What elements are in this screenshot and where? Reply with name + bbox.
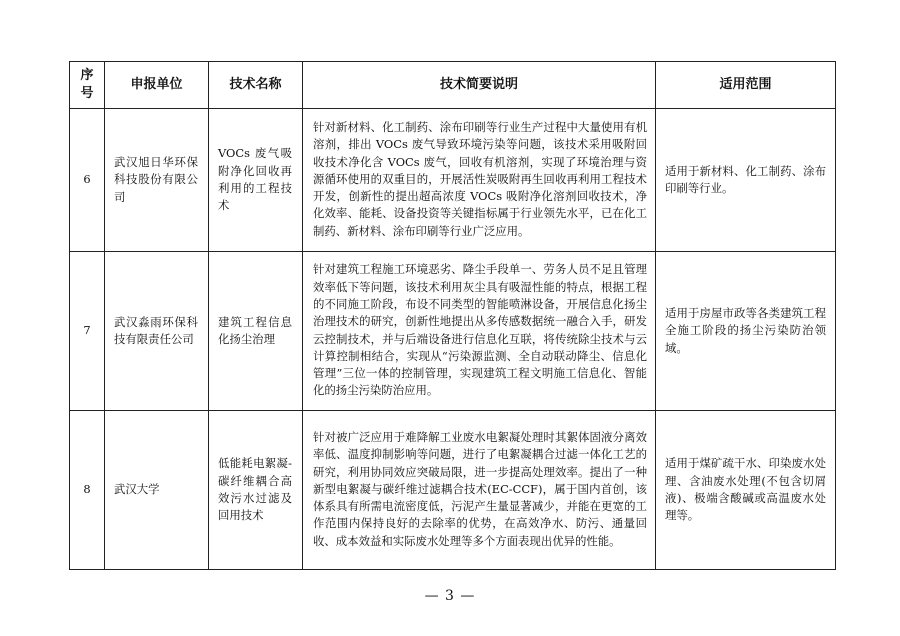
- cell-seq: 7: [70, 252, 105, 411]
- header-name: 技术名称: [209, 62, 303, 109]
- cell-scope: 适用于房屋市政等各类建筑工程全施工阶段的扬尘污染防治领域。: [656, 252, 836, 411]
- cell-unit: 武汉旭日华环保科技股份有限公司: [105, 109, 209, 252]
- cell-tech-name: 低能耗电絮凝-碳纤维耦合高效污水过滤及回用技术: [209, 411, 303, 570]
- header-row: [70, 62, 836, 109]
- table-body: [70, 109, 836, 570]
- page-number: — 3 —: [424, 588, 476, 604]
- technology-table: [69, 61, 836, 570]
- header-desc: 技术简要说明: [303, 62, 656, 109]
- cell-tech-name: 建筑工程信息化扬尘治理: [209, 252, 303, 411]
- table-row: [70, 252, 836, 411]
- table-row: [70, 109, 836, 252]
- cell-scope: 适用于新材料、化工制药、涂布印刷等行业。: [656, 109, 836, 252]
- cell-scope: 适用于煤矿疏干水、印染废水处理、含油废水处理(不包含切屑液)、极端含酸碱或高温废水处理等。: [656, 411, 836, 570]
- header-unit: 申报单位: [105, 62, 209, 109]
- cell-description: 针对建筑工程施工环境恶劣、降尘手段单一、劳务人员不足且管理效率低下等问题，该技术利用灰尘具有吸湿性能的特点，根据工程的不同施工阶段，布设不同类型的智能喷淋设备，开展信息化扬尘治理技术的研究，创新性地提出从多传感数据统一融合入手，研发云控制技术，并与后端设备进行信息化互联，将传统除尘技术与云计算控制相结合，实现从“污染源监测、全自动联动降尘、信息化管理”三位一体的控制管理，实现建筑工程文明施工信息化、智能化的扬尘污染防治应用。: [303, 252, 656, 411]
- cell-tech-name: VOCs 废气吸附净化回收再利用的工程技术: [209, 109, 303, 252]
- header-scope: 适用范围: [656, 62, 836, 109]
- cell-unit: 武汉淼雨环保科技有限责任公司: [105, 252, 209, 411]
- table-header: [70, 62, 836, 109]
- cell-seq: 8: [70, 411, 105, 570]
- cell-unit: 武汉大学: [105, 411, 209, 570]
- cell-description: 针对新材料、化工制药、涂布印刷等行业生产过程中大量使用有机溶剂，排出 VOCs 废气导致环境污染等问题，该技术采用吸附回收技术净化含 VOCs 废气，回收有机溶剂，实现了环境治理与资源循环使用的双重目的，开展活性炭吸附再生回收再利用工程技术开发，创新性的提出超高浓度 VOCs 吸附净化溶剂回收技术，净化效率、能耗、设备投资等关键指标属于行业领先水平，已在化工制药、新材料、涂布印刷等行业广泛应用。: [303, 109, 656, 252]
- cell-description: 针对被广泛应用于难降解工业废水电絮凝处理时其絮体固液分离效率低、温度抑制影响等问题，进行了电絮凝耦合过滤一体化工艺的研究，利用协同效应突破局限，进一步提高处理效率。提出了一种新型电絮凝与碳纤维过滤耦合技术(EC-CCF)，属于国内首创，该体系具有所需电流密度低，污泥产生量显著减少，并能在更宽的工作范围内保持良好的去除率的优势，在高效净水、防污、通量回收、成本效益和实际废水处理等多个方面表现出优异的性能。: [303, 411, 656, 570]
- cell-seq: 6: [70, 109, 105, 252]
- header-seq: 序号: [70, 62, 105, 109]
- table-row: [70, 411, 836, 570]
